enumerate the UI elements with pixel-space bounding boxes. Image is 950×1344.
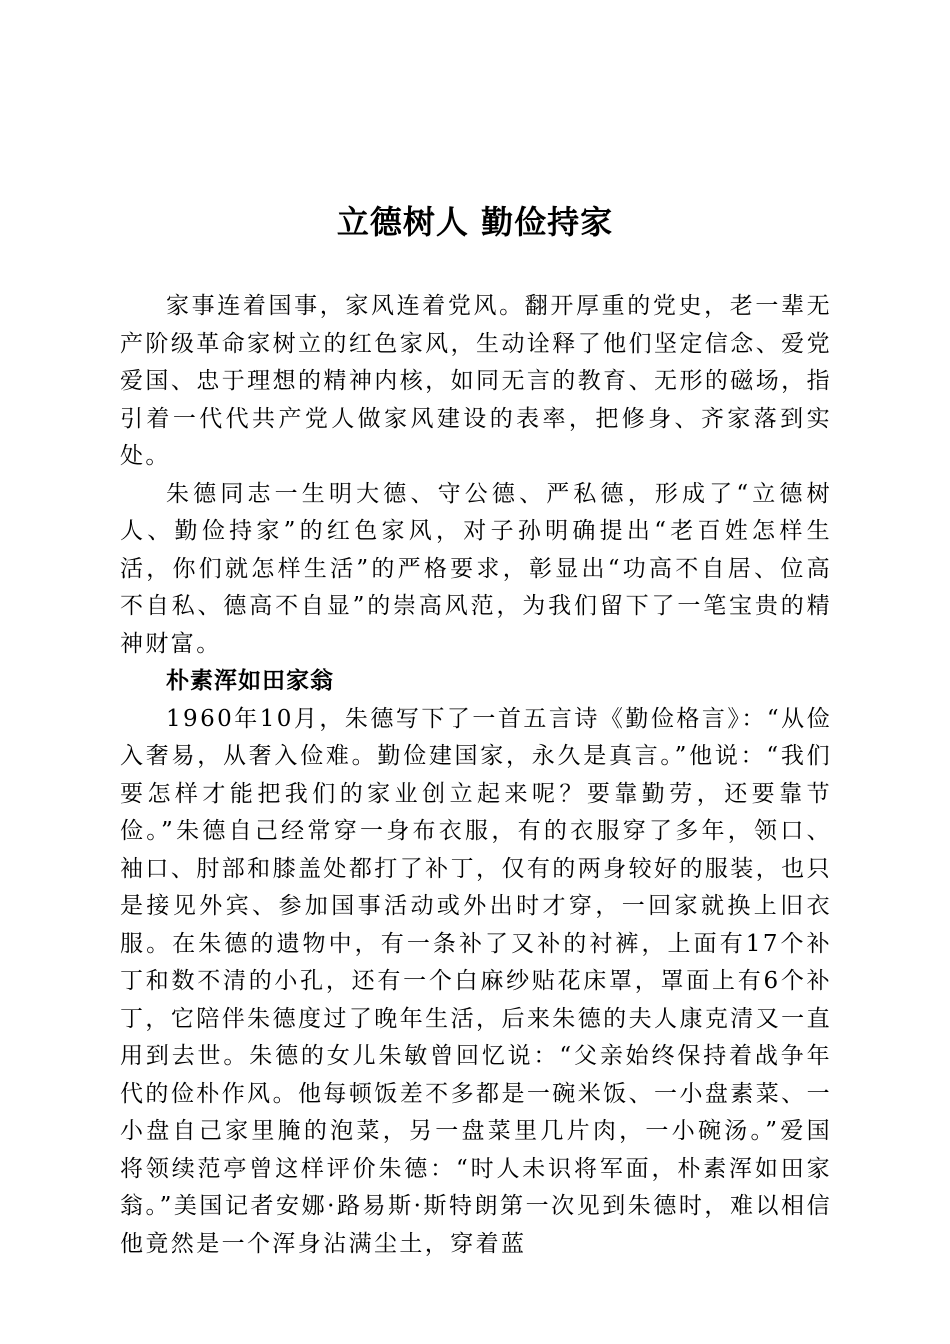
section-paragraph: 1960年10月，朱德写下了一首五言诗《勤俭格言》：“从俭入奢易，从奢入俭难。勤俭建国家，永久是真言。”他说：“我们要怎样才能把我们的家业创立起来呢？要靠勤劳，还要靠节俭。”朱德自己经常穿一身布衣服，有的衣服穿了多年，领口、袖口、肘部和膝盖处都打了补丁，仅有的两身较好的服装，也只是接见外宾、参加国事活动或外出时才穿，一回家就换上旧衣服。在朱德的遗物中，有一条补了又补的衬裤，上面有17个补丁和数不清的小孔，还有一个白麻纱贴花床罩，罩面上有6个补丁，它陪伴朱德度过了晚年生活，后来朱德的夫人康克清又一直用到去世。朱德的女儿朱敏曾回忆说：“父亲始终保持着战争年代的俭朴作风。他每顿饭差不多都是一碗米饭、一小盘素菜、一小盘自己家里腌的泡菜，另一盘菜里几片肉，一小碗汤。”爱国将领续范亭曾这样评价朱德：“时人未识将军面，朴素浑如田家翁。”美国记者安娜·路易斯·斯特朗第一次见到朱德时，难以相信他竟然是一个浑身沾满尘土，穿着蓝 [120, 705, 832, 1257]
document-body [120, 288, 832, 1263]
intro-paragraph: 朱德同志一生明大德、守公德、严私德，形成了“立德树人、勤俭持家”的红色家风，对子孙明确提出“老百姓怎样生活，你们就怎样生活”的严格要求，彰显出“功高不自居、位高不自私、德高不自显”的崇高风范，为我们留下了一笔宝贵的精神财富。 [120, 480, 832, 657]
intro-paragraph: 家事连着国事，家风连着党风。翻开厚重的党史，老一辈无产阶级革命家树立的红色家风，生动诠释了他们坚定信念、爱党爱国、忠于理想的精神内核，如同无言的教育、无形的磁场，指引着一代代共产党人做家风建设的表率，把修身、齐家落到实处。 [120, 293, 832, 469]
document-title: 立德树人 勤俭持家 [336, 203, 614, 241]
section-heading: 朴素浑如田家翁 [166, 668, 334, 694]
